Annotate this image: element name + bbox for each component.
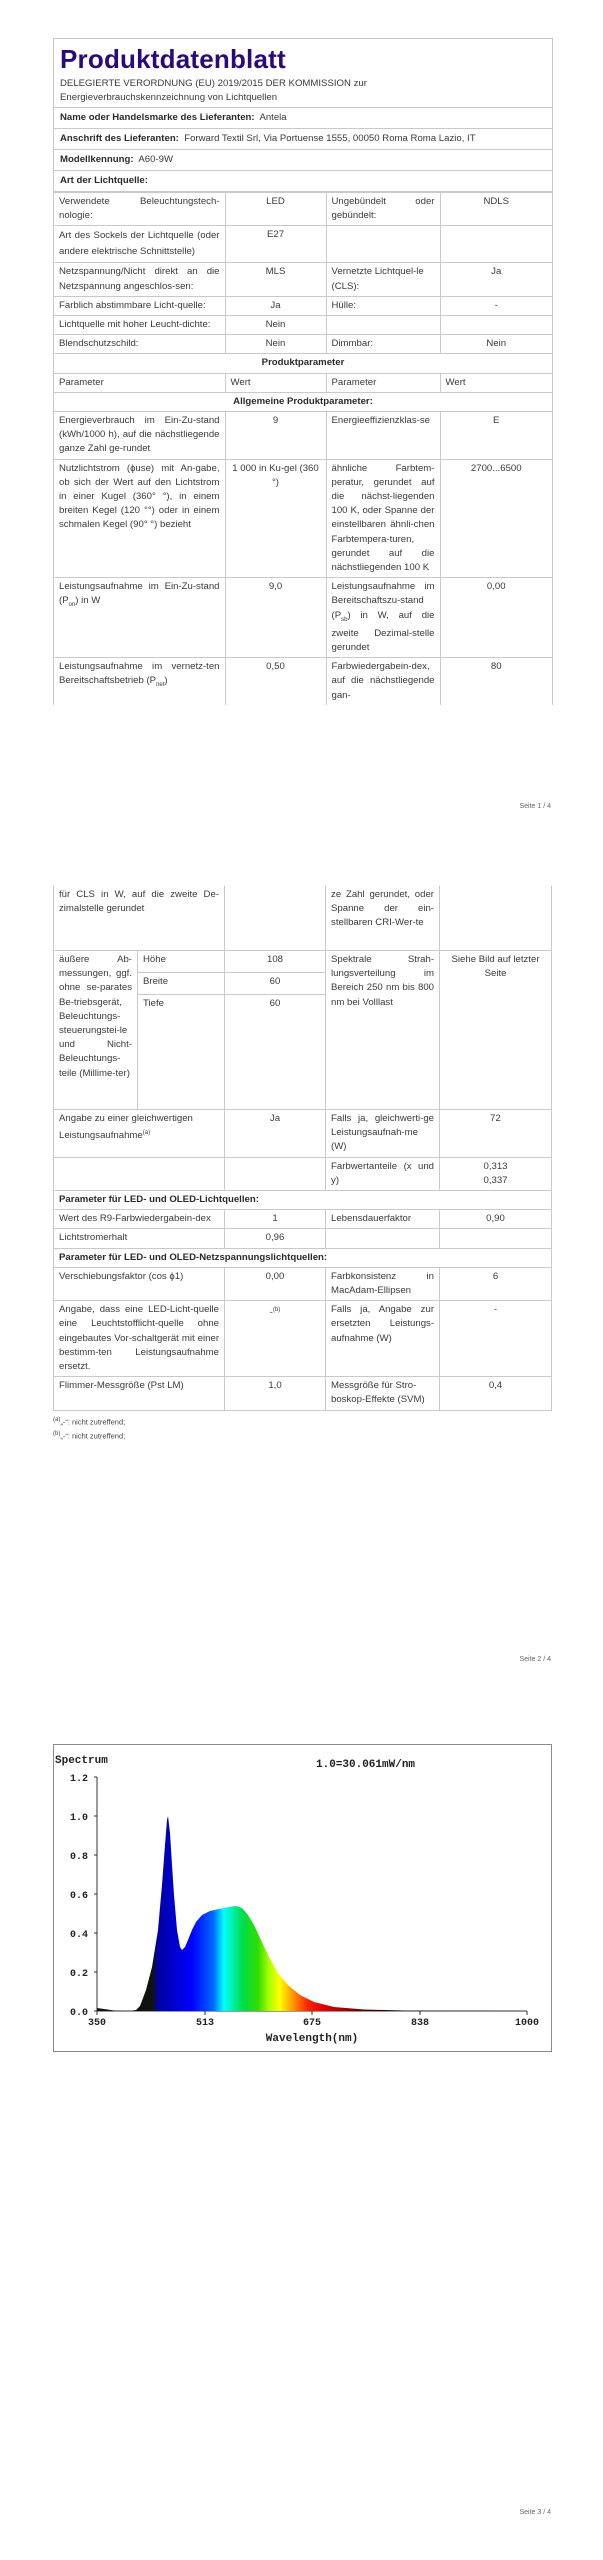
dimension-name-depth: Tiefe: [138, 995, 225, 1110]
section-heading-row: [54, 1248, 552, 1267]
section-heading-row: [54, 354, 552, 373]
param-label: für CLS in W, auf die zweite De-zimalstelle gerundet: [54, 886, 225, 951]
param-value: 0,90: [440, 1210, 552, 1229]
param-value: 0,313 0,337: [440, 1157, 552, 1190]
param-label: Farbwertanteile (x und y): [326, 1157, 440, 1190]
section-heading: Parameter für LED- und OLED-Lichtquellen:: [54, 1191, 552, 1210]
section-heading: Produktparameter: [54, 354, 552, 373]
regulation-subtitle: [60, 77, 546, 105]
table-row: [54, 296, 552, 315]
param-label: Messgröße für Stro-boskop-Effekte (SVM): [326, 1377, 440, 1410]
table-row: [54, 1157, 552, 1190]
param-value: -: [440, 1301, 552, 1377]
table-row: [54, 1110, 552, 1158]
param-label: Nutzlichtstrom (ϕuse) mit An-gabe, ob sich der Wert auf den Lichtstrom in einer Kugel (360° °), in einem breiten Kegel (120 °°) oder in einem schmalen Kegel (90° °) bezieht: [54, 459, 225, 578]
param-label: Falls ja, Angabe zur ersetzten Leistungs-aufnahme (W): [326, 1301, 440, 1377]
dimensions-row: [54, 951, 552, 973]
param-value: 0,50: [225, 658, 326, 705]
datasheet-table-page1: [53, 38, 553, 705]
spectrum-chart-svg: [54, 1745, 551, 2051]
param-label: Hülle:: [326, 296, 440, 315]
datasheet-table-page2: [53, 886, 551, 1443]
param-label: Energieeffizienzklas-se: [326, 412, 440, 460]
param-label: Verschiebungsfaktor (cos ϕ1): [54, 1267, 225, 1300]
svg-text:675: 675: [302, 2018, 322, 2029]
param-value: E27: [225, 226, 326, 263]
param-value: Ja: [440, 263, 552, 296]
param-value: 9: [225, 412, 326, 460]
param-label: ähnliche Farbtem-peratur, gerundet auf die nächst-liegenden 100 K, oder Spanne der einstellbaren ähnli-chen Farbtempera-turen, gerundet auf die nächstliegenden 100 K: [326, 459, 440, 578]
table-row: [54, 578, 552, 658]
footnotes: [53, 1414, 551, 1443]
table-row: [54, 412, 552, 460]
spectrum-chart: [53, 1744, 552, 2052]
params-table-page2: [53, 886, 552, 1411]
param-value: MLS: [225, 263, 326, 296]
param-label: Blendschutzschild:: [54, 335, 225, 354]
params-table-page1: [54, 192, 552, 705]
param-value: 1: [225, 1210, 326, 1229]
dimensions-label: äußere Ab-messungen, ggf. ohne se-parates Be-triebsgerät, Beleuchtungs-steuerungstei-le und Nicht-Beleuchtungs-teile (Millime-ter): [54, 951, 138, 1110]
section-heading-row: [54, 392, 552, 411]
param-value: Siehe Bild auf letzter Seite: [440, 951, 552, 1110]
supplier-name-value: Antela: [259, 112, 287, 123]
supplier-name-label: Name oder Handelsmarke des Lieferanten:: [60, 112, 255, 123]
dimension-name-width: Breite: [138, 973, 225, 995]
subtitle-line-2: Energieverbrauchskennzeichnung von Lichtquellen: [60, 92, 278, 103]
param-label: Falls ja, gleichwerti-ge Leistungsaufnah-me (W): [326, 1110, 440, 1158]
param-value: 0,4: [440, 1377, 552, 1410]
param-value: 1,0: [225, 1377, 326, 1410]
param-value: [440, 226, 552, 263]
svg-text:350: 350: [87, 2018, 107, 2029]
table-row: [54, 1301, 552, 1377]
page-1: [0, 0, 603, 860]
param-label: Angabe zu einer gleichwertigen Leistungsaufnahme$^{(a)}$: [54, 1110, 225, 1158]
column-header: Wert: [225, 373, 326, 392]
table-row: [54, 335, 552, 354]
param-value: -: [440, 296, 552, 315]
svg-text:838: 838: [410, 2018, 430, 2029]
table-row: [54, 193, 552, 226]
svg-text:1.2: 1.2: [69, 1774, 88, 1785]
param-value: 2700...6500: [440, 459, 552, 578]
spectrum-area: [97, 1816, 527, 2011]
param-value: 0,00: [440, 578, 552, 658]
param-label: Farblich abstimmbare Licht-quelle:: [54, 296, 225, 315]
param-label: Ungebündelt oder gebündelt:: [326, 193, 440, 226]
chart-title: Spectrum: [55, 1755, 108, 1767]
param-label: Netzspannung/Nicht direkt an die Netzspannung angeschlos-sen:: [54, 263, 225, 296]
param-value: 1 000 in Ku-gel (360 °): [225, 459, 326, 578]
param-label: Angabe, dass eine LED-Licht-quelle eine Leuchtstofflicht-quelle ohne eingebautes Vor-schaltgerät mit einer bestimm-ten Leistungsaufnahme ersetzt.: [54, 1301, 225, 1377]
param-value: 72: [440, 1110, 552, 1158]
supplier-address-label: Anschrift des Lieferanten:: [60, 133, 179, 144]
param-value: Ja: [225, 1110, 326, 1158]
param-value: LED: [225, 193, 326, 226]
table-row: [54, 1267, 552, 1300]
table-row: [54, 263, 552, 296]
table-row: [54, 226, 552, 263]
page-number: Seite 3 / 4: [519, 2509, 551, 2516]
section-heading: Allgemeine Produktparameter:: [54, 392, 552, 411]
column-header-row: [54, 373, 552, 392]
param-label: Farbwiedergabein-dex, auf die nächstliegende gan-: [326, 658, 440, 705]
table-row: [54, 459, 552, 578]
param-label: Leistungsaufnahme im Ein-Zu-stand $(P_{on})$ in W: [54, 578, 225, 658]
model-label: Modellkennung:: [60, 154, 134, 165]
section-heading-row: [54, 1191, 552, 1210]
column-header: Wert: [440, 373, 552, 392]
svg-text:0.4: 0.4: [69, 1930, 88, 1941]
table-row: [54, 1229, 552, 1248]
param-value: [440, 886, 552, 951]
empty-cell: [54, 1157, 225, 1190]
column-header: Parameter: [326, 373, 440, 392]
param-label: Spektrale Strah-lungsverteilung im Bereich 250 nm bis 800 nm bei Volllast: [326, 951, 440, 1110]
table-row: [54, 658, 552, 705]
param-label: Flimmer-Messgröße (Pst LM): [54, 1377, 225, 1410]
svg-text:513: 513: [195, 2018, 215, 2029]
param-label: Vernetzte Lichtquel-le (CLS):: [326, 263, 440, 296]
dimension-value-height: 108: [225, 951, 326, 973]
param-label: [326, 1229, 440, 1248]
param-label: Wert des R9-Farbwiedergabein-dex: [54, 1210, 225, 1229]
supplier-name-row: [54, 108, 552, 129]
param-value: [225, 886, 326, 951]
param-label: Farbkonsistenz in MacAdam-Ellipsen: [326, 1267, 440, 1300]
model-value: A60-9W: [138, 154, 174, 165]
param-label: ze Zahl gerundet, oder Spanne der ein-stellbaren CRI-Wer-te: [326, 886, 440, 951]
param-label: Leistungsaufnahme im vernetz-ten Bereitschaftsbetrieb $(P_{net})$: [54, 658, 225, 705]
model-row: [54, 150, 552, 171]
dimension-value-depth: 60: [225, 995, 326, 1110]
param-value: Nein: [225, 335, 326, 354]
svg-text:0.8: 0.8: [69, 1852, 88, 1863]
svg-text:1.0: 1.0: [69, 1813, 88, 1824]
param-label: Lichtquelle mit hoher Leucht-dichte:: [54, 316, 225, 335]
empty-cell: [225, 1157, 326, 1190]
param-label: [326, 226, 440, 263]
svg-text:1000: 1000: [514, 2018, 540, 2029]
param-label: Art des Sockels der Lichtquelle (oder andere elektrische Schnittstelle): [54, 226, 225, 263]
page-title: Produktdatenblatt: [60, 44, 286, 74]
param-value: E: [440, 412, 552, 460]
param-value: 6: [440, 1267, 552, 1300]
param-label: Lebensdauerfaktor: [326, 1210, 440, 1229]
table-row: [54, 316, 552, 335]
param-label: [326, 316, 440, 335]
y-tick-labels: [70, 1774, 97, 2019]
x-axis-label: Wavelength(nm): [265, 2033, 359, 2045]
x-tick-labels: [88, 2011, 539, 2029]
table-row: [54, 1210, 552, 1229]
param-label: Verwendete Beleuchtungstech-nologie:: [54, 193, 225, 226]
param-value: -$^{(b)}$: [225, 1301, 326, 1377]
param-value: 0,00: [225, 1267, 326, 1300]
light-source-type-row: [54, 171, 552, 192]
footnote-a: $^{(a)}$„-“: nicht zutreffend;: [53, 1416, 126, 1427]
column-header: Parameter: [54, 373, 225, 392]
param-value: 9,0: [225, 578, 326, 658]
footnote-b: $^{(b)}$„-“: nicht zutreffend;: [53, 1431, 126, 1441]
param-value: NDLS: [440, 193, 552, 226]
dimension-name-height: Höhe: [138, 951, 225, 973]
supplier-address-row: [54, 129, 552, 150]
page-number: Seite 1 / 4: [519, 803, 551, 810]
param-value: [440, 1229, 552, 1248]
param-value: 0,96: [225, 1229, 326, 1248]
dimension-value-width: 60: [225, 973, 326, 995]
param-value: 80: [440, 658, 552, 705]
subtitle-line-1: DELEGIERTE VERORDNUNG (EU) 2019/2015 DER KOMMISSION zur: [60, 78, 367, 89]
svg-text:0.0: 0.0: [69, 2008, 88, 2019]
param-label: Dimmbar:: [326, 335, 440, 354]
section-heading: Parameter für LED- und OLED-Netzspannungslichtquellen:: [54, 1248, 552, 1267]
param-value: Ja: [225, 296, 326, 315]
param-value: [440, 316, 552, 335]
param-label: Lichtstromerhalt: [54, 1229, 225, 1248]
param-label: Leistungsaufnahme im Bereitschaftszu-stand $(P_{sb})$ in W, auf die zweite Dezimal-stelle gerundet: [326, 578, 440, 658]
svg-text:0.6: 0.6: [69, 1891, 88, 1902]
param-value: Nein: [440, 335, 552, 354]
table-row: [54, 886, 552, 951]
param-value: Nein: [225, 316, 326, 335]
table-row: [54, 1377, 552, 1410]
param-label: Energieverbrauch im Ein-Zu-stand (kWh/1000 h), auf die nächstliegende ganze Zahl ge-rundet: [54, 412, 225, 460]
svg-text:0.2: 0.2: [69, 1969, 88, 1980]
light-source-type-label: Art der Lichtquelle:: [60, 175, 148, 186]
supplier-address-value: Forward Textil Srl, Via Portuense 1555, 00050 Roma Roma Lazio, IT: [184, 133, 476, 144]
chart-annotation: 1.0=30.061mW/nm: [316, 1759, 416, 1771]
title-block: [54, 39, 552, 108]
page-number: Seite 2 / 4: [519, 1656, 551, 1663]
